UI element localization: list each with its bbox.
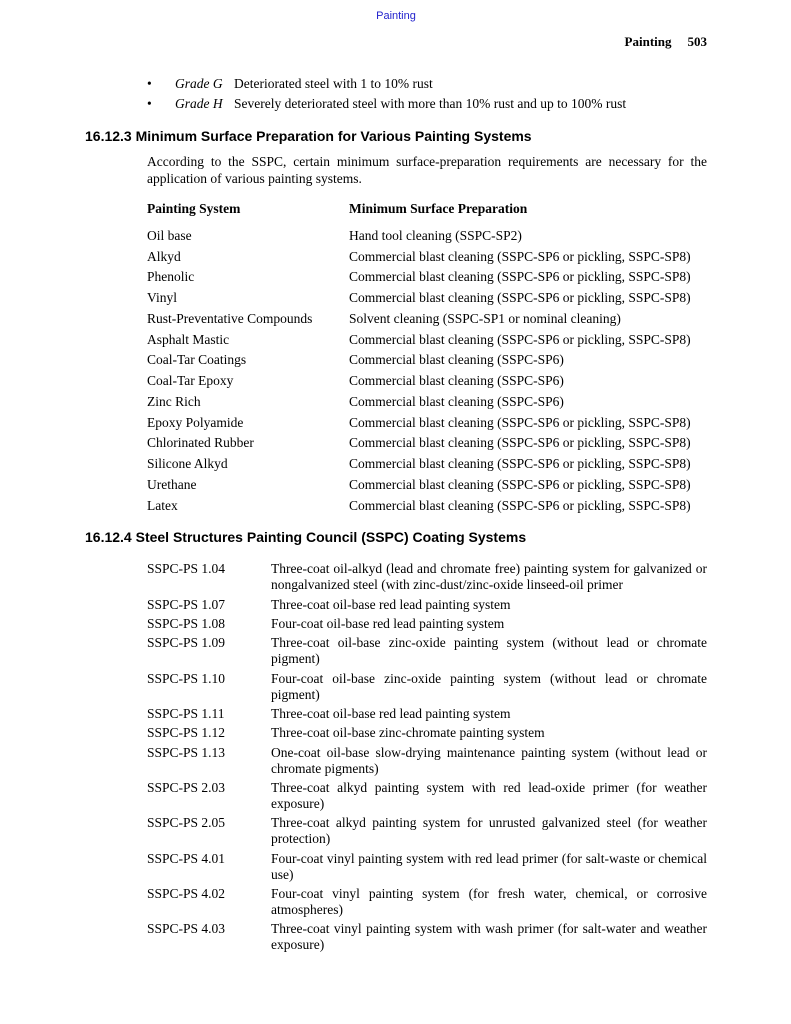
sspc-code: SSPC-PS 4.02	[147, 886, 226, 902]
list-item	[147, 780, 707, 812]
sspc-description: Three-coat oil-base red lead painting system	[271, 706, 511, 721]
table-row	[147, 226, 707, 247]
table-row	[147, 288, 707, 309]
cell-painting-system: Urethane	[147, 476, 197, 492]
table-row	[147, 496, 707, 517]
cell-painting-system: Phenolic	[147, 269, 195, 285]
sspc-description: Three-coat alkyd painting system with red lead-oxide primer (for weather exposure)	[271, 780, 707, 812]
list-item	[147, 815, 707, 847]
section-heading-16-12-3: 16.12.3 Minimum Surface Preparation for Various Painting Systems	[85, 128, 532, 144]
list-item	[147, 616, 707, 632]
list-item	[147, 886, 707, 918]
cell-painting-system: Coal-Tar Epoxy	[147, 373, 234, 388]
list-item	[147, 597, 707, 613]
table-row	[147, 475, 707, 496]
table-row	[147, 413, 707, 434]
sspc-description: Three-coat oil-base red lead painting system	[271, 596, 511, 612]
sspc-code: SSPC-PS 4.01	[147, 850, 226, 866]
cell-painting-system: Silicone Alkyd	[147, 456, 228, 471]
sspc-code: SSPC-PS 1.04	[147, 561, 226, 577]
table-row	[147, 350, 707, 371]
sspc-description: Three-coat oil-alkyd (lead and chromate free) painting system for galvanized or nongalvanized steel (with zinc-dust/zinc-oxide linseed-oil primer	[271, 561, 707, 593]
sspc-code: SSPC-PS 4.03	[147, 921, 226, 937]
bullet-icon: •	[147, 95, 152, 111]
sspc-code: SSPC-PS 1.11	[147, 706, 225, 721]
table-row	[147, 454, 707, 475]
table-row	[147, 247, 707, 268]
sspc-code: SSPC-PS 2.03	[147, 780, 226, 796]
sspc-description: Three-coat oil-base zinc-oxide painting system (without lead or chromate pigment)	[271, 635, 707, 667]
sspc-description: Four-coat vinyl painting system with red lead primer (for salt-waste or chemical use)	[271, 850, 707, 882]
table-body	[147, 226, 707, 517]
cell-surface-preparation: Commercial blast cleaning (SSPC-SP6 or pickling, SSPC-SP8)	[349, 290, 691, 305]
cell-surface-preparation: Commercial blast cleaning (SSPC-SP6 or pickling, SSPC-SP8)	[349, 476, 691, 492]
table-header-row	[147, 199, 707, 220]
list-item	[147, 671, 707, 703]
sspc-description: Three-coat alkyd painting system for unrusted galvanized steel (for weather protection)	[271, 815, 707, 847]
cell-painting-system: Alkyd	[147, 248, 181, 264]
sspc-description: Three-coat vinyl painting system with wash primer (for salt-water and weather exposure)	[271, 921, 707, 953]
list-item	[147, 635, 707, 667]
running-head	[85, 34, 707, 50]
table-row	[147, 433, 707, 454]
list-item	[147, 851, 707, 883]
list-item	[147, 921, 707, 953]
cell-painting-system: Chlorinated Rubber	[147, 435, 254, 451]
cell-painting-system: Asphalt Mastic	[147, 331, 230, 347]
cell-painting-system: Epoxy Polyamide	[147, 414, 244, 430]
cell-painting-system: Latex	[147, 497, 178, 513]
list-item	[147, 74, 707, 94]
grade-description: Severely deteriorated steel with more than 10% rust and up to 100% rust	[234, 95, 627, 111]
table-row	[147, 267, 707, 288]
sspc-code: SSPC-PS 1.08	[147, 615, 226, 631]
running-head-title: Painting	[624, 34, 672, 49]
painting-bookmark-link[interactable]: Painting	[376, 10, 416, 22]
list-item	[147, 725, 707, 741]
sspc-code: SSPC-PS 1.13	[147, 744, 226, 760]
cell-surface-preparation: Commercial blast cleaning (SSPC-SP6 or pickling, SSPC-SP8)	[349, 331, 691, 347]
cell-painting-system: Coal-Tar Coatings	[147, 352, 247, 368]
cell-painting-system: Rust-Preventative Compounds	[147, 310, 313, 326]
cell-surface-preparation: Solvent cleaning (SSPC-SP1 or nominal cleaning)	[349, 310, 621, 326]
table-row	[147, 309, 707, 330]
sspc-code: SSPC-PS 2.05	[147, 815, 226, 831]
cell-painting-system: Vinyl	[147, 290, 177, 305]
cell-surface-preparation: Commercial blast cleaning (SSPC-SP6 or pickling, SSPC-SP8)	[349, 248, 691, 264]
sspc-code: SSPC-PS 1.07	[147, 596, 226, 612]
cell-surface-preparation: Commercial blast cleaning (SSPC-SP6 or pickling, SSPC-SP8)	[349, 269, 691, 285]
sspc-description: Four-coat oil-base zinc-oxide painting system (without lead or chromate pigment)	[271, 670, 707, 702]
list-item	[147, 745, 707, 777]
column-header-painting-system: Painting System	[147, 201, 241, 216]
grade-list	[147, 74, 707, 113]
grade-term: Grade G	[175, 76, 223, 91]
table-row	[147, 371, 707, 392]
cell-surface-preparation: Commercial blast cleaning (SSPC-SP6)	[349, 393, 564, 409]
sspc-code: SSPC-PS 1.10	[147, 670, 226, 686]
table-row	[147, 392, 707, 413]
sspc-code: SSPC-PS 1.09	[147, 635, 226, 651]
grade-description: Deteriorated steel with 1 to 10% rust	[234, 76, 433, 91]
sspc-description: Four-coat oil-base red lead painting system	[271, 615, 505, 631]
sspc-code: SSPC-PS 1.12	[147, 725, 226, 741]
cell-surface-preparation: Commercial blast cleaning (SSPC-SP6 or pickling, SSPC-SP8)	[349, 414, 691, 430]
cell-surface-preparation: Commercial blast cleaning (SSPC-SP6 or pickling, SSPC-SP8)	[349, 435, 691, 451]
bullet-icon: •	[147, 76, 152, 91]
section-heading-16-12-4: 16.12.4 Steel Structures Painting Council (SSPC) Coating Systems	[85, 529, 527, 546]
cell-surface-preparation: Commercial blast cleaning (SSPC-SP6)	[349, 352, 564, 368]
cell-painting-system: Zinc Rich	[147, 393, 201, 409]
list-item	[147, 561, 707, 593]
cell-painting-system: Oil base	[147, 227, 192, 243]
cell-surface-preparation: Commercial blast cleaning (SSPC-SP6 or pickling, SSPC-SP8)	[349, 456, 691, 471]
grade-term: Grade H	[175, 95, 223, 111]
cell-surface-preparation: Commercial blast cleaning (SSPC-SP6)	[349, 373, 564, 388]
section-intro-paragraph: According to the SSPC, certain minimum surface-preparation requirements are necessary for the application of various painting systems.	[147, 154, 707, 186]
sspc-description: Three-coat oil-base zinc-chromate painting system	[271, 725, 545, 741]
table-row	[147, 330, 707, 351]
column-header-surface-preparation: Minimum Surface Preparation	[349, 201, 528, 216]
sspc-coating-systems-list	[147, 561, 707, 953]
list-item	[147, 706, 707, 722]
surface-prep-table	[147, 199, 707, 516]
cell-surface-preparation: Commercial blast cleaning (SSPC-SP6 or pickling, SSPC-SP8)	[349, 497, 691, 513]
sspc-description: One-coat oil-base slow-drying maintenance painting system (without lead or chromate pigments)	[271, 744, 707, 776]
sspc-description: Four-coat vinyl painting system (for fresh water, chemical, or corrosive atmospheres)	[271, 886, 707, 917]
page-number: 503	[687, 34, 707, 49]
list-item	[147, 94, 707, 114]
cell-surface-preparation: Hand tool cleaning (SSPC-SP2)	[349, 227, 522, 243]
